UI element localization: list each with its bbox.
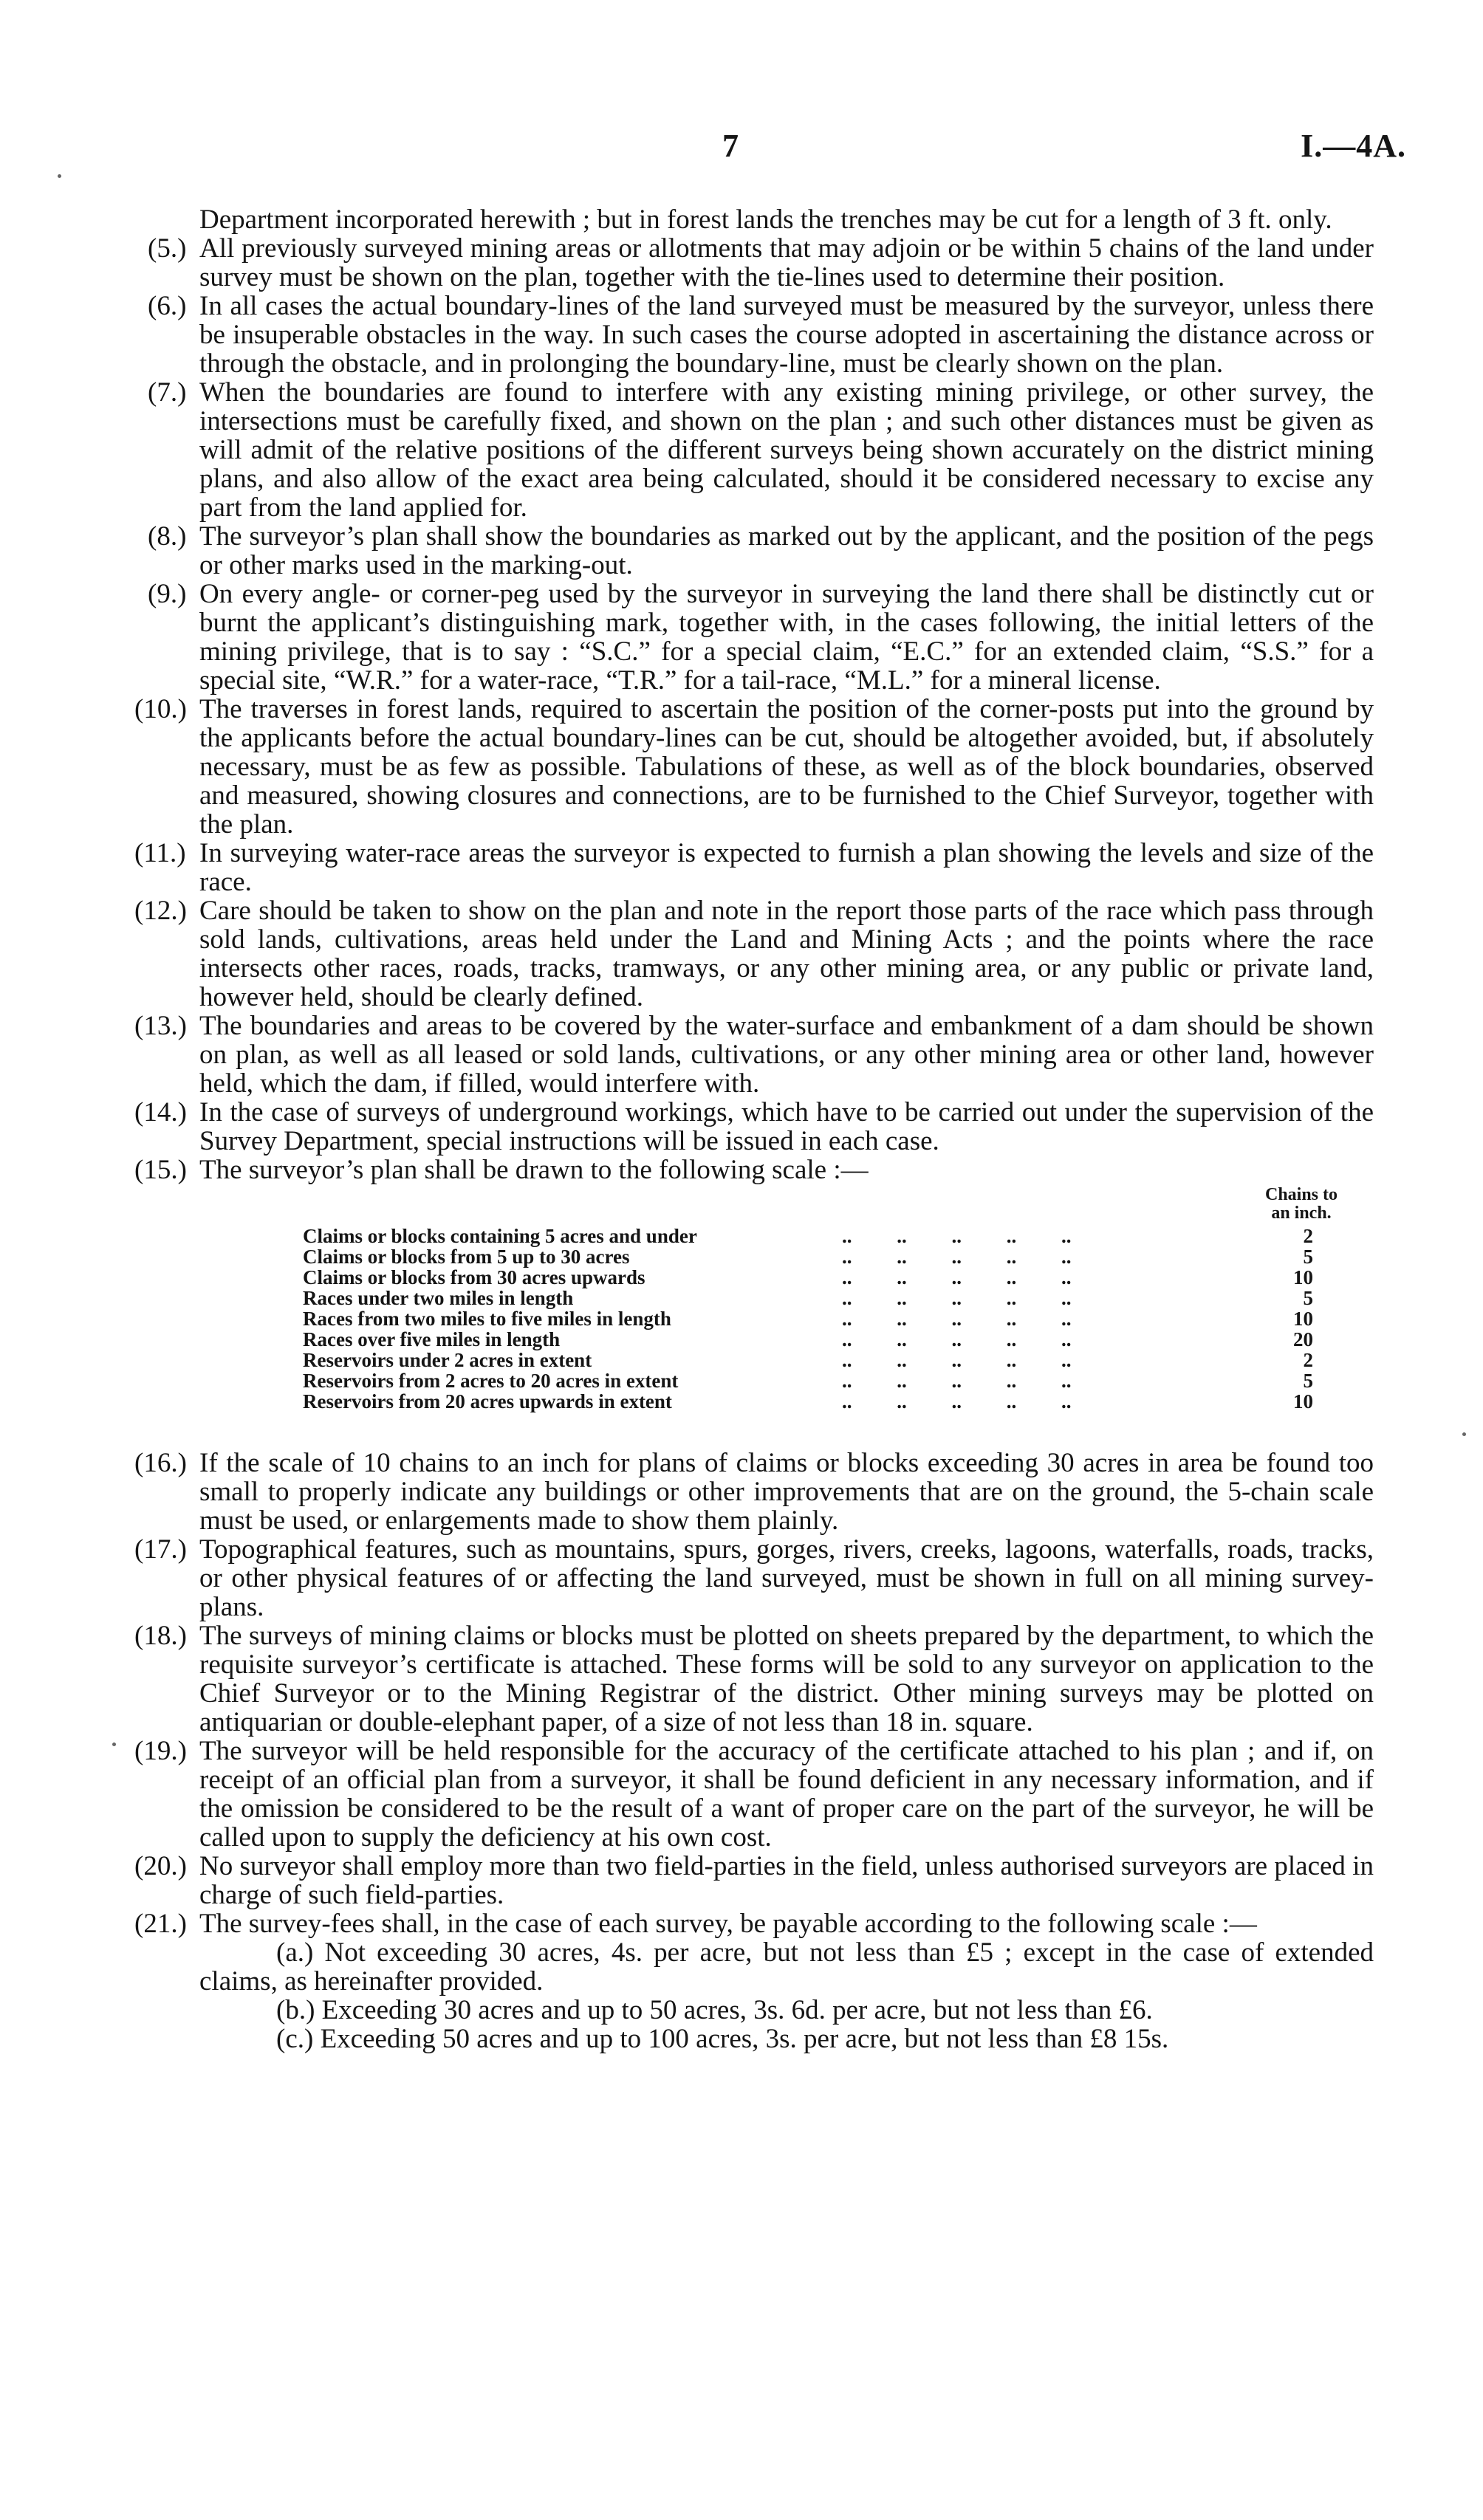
clause-text: The surveys of mining claims or blocks must be plotted on sheets prepared by the department, to which the requisite surveyor’s certificate is attached. These forms will be sold to any surveyor on application to the Chief Surveyor or to the Mining Registrar of the district. Other mining surveys may be plotted on antiquarian or double-elephant paper, of a size of not less than 18 in. square.: [199, 1621, 1374, 1737]
clause-number: (17.): [134, 1534, 187, 1565]
clause-text: In the case of surveys of underground workings, which have to be carried out under the supervision of the Survey Department, special instructions will be issued in each case.: [199, 1097, 1374, 1156]
scale-row-value: 5: [1303, 1246, 1313, 1268]
clause-5: [148, 233, 1374, 292]
page-number: 7: [722, 128, 739, 164]
clause-20: [134, 1851, 1374, 1910]
clause-number: (11.): [134, 838, 186, 868]
scale-row-label: Reservoirs under 2 acres in extent: [303, 1349, 592, 1371]
clause-text: All previously surveyed mining areas or allotments that may adjoin or be within 5 chains of the land under survey must be shown on the plan, together with the tie-lines used to determine their position.: [199, 233, 1374, 292]
leader-dots: .. .. .. .. ..: [842, 1328, 1072, 1350]
clause-14: [134, 1097, 1374, 1156]
paragraph-text: Department incorporated herewith ; but in forest lands the trenches may be cut for a length of 3 ft. only.: [199, 205, 1332, 235]
scale-row-label: Reservoirs from 2 acres to 20 acres in extent: [303, 1370, 679, 1392]
clause-number: (21.): [134, 1909, 187, 1939]
scale-header-line2: an inch.: [1271, 1204, 1332, 1223]
fee-text: (b.) Exceeding 30 acres and up to 50 acres, 3s. 6d. per acre, but not less than £6.: [276, 1995, 1153, 2025]
clause-17: [134, 1534, 1374, 1622]
clause-text: Topographical features, such as mountains, spurs, gorges, rivers, creeks, lagoons, waterfalls, roads, tracks, or other physical features of or affecting the land surveyed, must be shown in full on all mining survey-plans.: [199, 1534, 1374, 1622]
clause-text: On every angle- or corner-peg used by the surveyor in surveying the land there shall be distinctly cut or burnt the applicant’s distinguishing mark, together with, in the cases following, the initial letters of the mining privilege, that is to say : “S.C.” for a special claim, “E.C.” for an extended claim, “S.S.” for a special site, “W.R.” for a water-race, “T.R.” for a tail-race, “M.L.” for a mineral license.: [199, 579, 1374, 696]
scale-row-label: Reservoirs from 20 acres upwards in extent: [303, 1390, 672, 1412]
clause-text: The boundaries and areas to be covered by the water-surface and embankment of a dam should be shown on plan, as well as all leased or sold lands, cultivations, or any other mining area or other land, however held, which the dam, if filled, would interfere with.: [199, 1011, 1374, 1099]
document-body: [134, 205, 1374, 2054]
leader-dots: .. .. .. .. ..: [842, 1349, 1072, 1371]
clause-text: The surveyor’s plan shall be drawn to the following scale :—: [199, 1155, 869, 1185]
clause-number: (13.): [134, 1011, 187, 1041]
leader-dots: .. .. .. .. ..: [842, 1370, 1072, 1392]
table-row: [303, 1267, 1352, 1288]
fee-text: (a.) Not exceeding 30 acres, 4s. per acre, but not less than £5 ; except in the case of extended claims, as hereinafter provided.: [199, 1937, 1374, 1997]
scale-row-value: 10: [1293, 1390, 1313, 1412]
clause-text: In surveying water-race areas the surveyor is expected to furnish a plan showing the levels and size of the race.: [199, 838, 1374, 897]
scale-row-label: Claims or blocks from 5 up to 30 acres: [303, 1246, 630, 1268]
scale-row-value: 10: [1293, 1308, 1313, 1330]
table-row: [303, 1288, 1352, 1308]
table-row: [303, 1350, 1352, 1370]
clause-9: [148, 579, 1374, 696]
scale-row-value: 2: [1303, 1225, 1313, 1247]
table-row: [303, 1370, 1352, 1391]
leader-dots: .. .. .. .. ..: [842, 1287, 1072, 1309]
scale-row-value: 20: [1293, 1328, 1313, 1350]
scale-row-label: Races from two miles to five miles in length: [303, 1308, 671, 1330]
scale-row-label: Claims or blocks from 30 acres upwards: [303, 1266, 645, 1288]
table-row: [303, 1226, 1352, 1246]
scale-row-value: 5: [1303, 1287, 1313, 1309]
paper-speck: [1462, 1432, 1466, 1436]
clause-7: [148, 377, 1374, 523]
clause-text: Care should be taken to show on the plan and note in the report those parts of the race which pass through sold lands, cultivations, areas held under the Land and Mining Acts ; and the points where the race intersects other races, roads, tracks, tramways, or any other mining area, or any public or private land, however held, should be clearly defined.: [199, 896, 1374, 1012]
clause-21: [134, 1909, 1374, 1939]
clause-number: (20.): [134, 1851, 187, 1881]
fee-item-a: [199, 1938, 1374, 1996]
table-row: [303, 1391, 1352, 1412]
leader-dots: .. .. .. .. ..: [842, 1225, 1072, 1247]
scale-table: [199, 1186, 1374, 1446]
clause-number: (5.): [148, 233, 187, 264]
paper-speck: [58, 174, 61, 178]
scale-header-line1: Chains to: [1264, 1185, 1338, 1204]
document-reference: I.—4A.: [1301, 128, 1406, 164]
clause-11: [134, 838, 1374, 897]
scale-table-header: [1250, 1186, 1353, 1223]
clause-16: [134, 1448, 1374, 1536]
clause-6: [148, 291, 1374, 379]
fee-text: (c.) Exceeding 50 acres and up to 100 acres, 3s. per acre, but not less than £8 15s.: [276, 2024, 1169, 2054]
continuation-paragraph: [199, 205, 1374, 234]
clause-19: [134, 1736, 1374, 1853]
clause-text: The survey-fees shall, in the case of each survey, be payable according to the following scale :—: [199, 1909, 1257, 1939]
clause-number: (7.): [148, 377, 187, 408]
clause-text: No surveyor shall employ more than two field-parties in the field, unless authorised surveyors are placed in charge of such field-parties.: [199, 1851, 1374, 1910]
leader-dots: .. .. .. .. ..: [842, 1308, 1072, 1330]
leader-dots: .. .. .. .. ..: [842, 1390, 1072, 1412]
paper-speck: [112, 1743, 116, 1746]
clause-text: The surveyor’s plan shall show the boundaries as marked out by the applicant, and the position of the pegs or other marks used in the marking-out.: [199, 521, 1374, 580]
leader-dots: .. .. .. .. ..: [842, 1246, 1072, 1268]
clause-10: [134, 694, 1374, 840]
clause-15: [134, 1155, 1374, 1185]
clause-text: In all cases the actual boundary-lines of the land surveyed must be measured by the surveyor, unless there be insuperable obstacles in the way. In such cases the course adopted in ascertaining the distance across or through the obstacle, and in prolonging the boundary-line, must be clearly shown on the plan.: [199, 291, 1374, 379]
scale-row-label: Races over five miles in length: [303, 1328, 561, 1350]
clause-number: (6.): [148, 291, 187, 321]
scale-row-label: Races under two miles in length: [303, 1287, 574, 1309]
fee-item-c: [199, 2025, 1374, 2053]
clause-number: (18.): [134, 1621, 187, 1651]
clause-number: (9.): [148, 579, 187, 609]
scale-row-value: 2: [1303, 1349, 1313, 1371]
leader-dots: .. .. .. .. ..: [842, 1266, 1072, 1288]
scale-row-label: Claims or blocks containing 5 acres and under: [303, 1225, 697, 1247]
table-row: [303, 1308, 1352, 1329]
clause-text: The surveyor will be held responsible for the accuracy of the certificate attached to his plan ; and if, on receipt of an official plan from a surveyor, it shall be found deficient in any necessary information, and if the omission be considered to be the result of a want of proper care on the part of the surveyor, he will be called upon to supply the deficiency at his own cost.: [199, 1736, 1374, 1853]
clause-number: (12.): [134, 896, 187, 926]
clause-text: The traverses in forest lands, required to ascertain the position of the corner-posts put into the ground by the applicants before the actual boundary-lines can be cut, should be altogether avoided, but, if absolutely necessary, must be as few as possible. Tabulations of these, as well as of the block boundaries, observed and measured, showing closures and connections, are to be furnished to the Chief Surveyor, together with the plan.: [199, 694, 1374, 840]
clause-12: [134, 896, 1374, 1012]
clause-text: When the boundaries are found to interfere with any existing mining privilege, or other survey, the intersections must be carefully fixed, and shown on the plan ; and such other distances must be given as will admit of the relative positions of the different surveys being shown accurately on the district mining plans, and also allow of the exact area being calculated, should it be considered necessary to excise any part from the land applied for.: [199, 377, 1374, 523]
clause-13: [134, 1011, 1374, 1099]
clause-number: (10.): [134, 694, 187, 724]
table-row: [303, 1329, 1352, 1350]
clause-18: [134, 1621, 1374, 1737]
scale-table-rows: [303, 1226, 1352, 1412]
clause-number: (15.): [134, 1155, 187, 1185]
table-row: [303, 1246, 1352, 1267]
clause-number: (8.): [148, 521, 187, 552]
clause-number: (16.): [134, 1448, 187, 1478]
clause-8: [148, 521, 1374, 580]
fee-item-b: [199, 1996, 1374, 2025]
clause-text: If the scale of 10 chains to an inch for plans of claims or blocks exceeding 30 acres in area be found too small to properly indicate any buildings or other improvements that are on the ground, the 5-chain scale must be used, or enlargements made to show them plainly.: [199, 1448, 1374, 1536]
scale-row-value: 10: [1293, 1266, 1313, 1288]
clause-number: (14.): [134, 1097, 187, 1127]
page-header: [0, 127, 1483, 171]
scale-row-value: 5: [1303, 1370, 1313, 1392]
clause-number: (19.): [134, 1736, 187, 1766]
